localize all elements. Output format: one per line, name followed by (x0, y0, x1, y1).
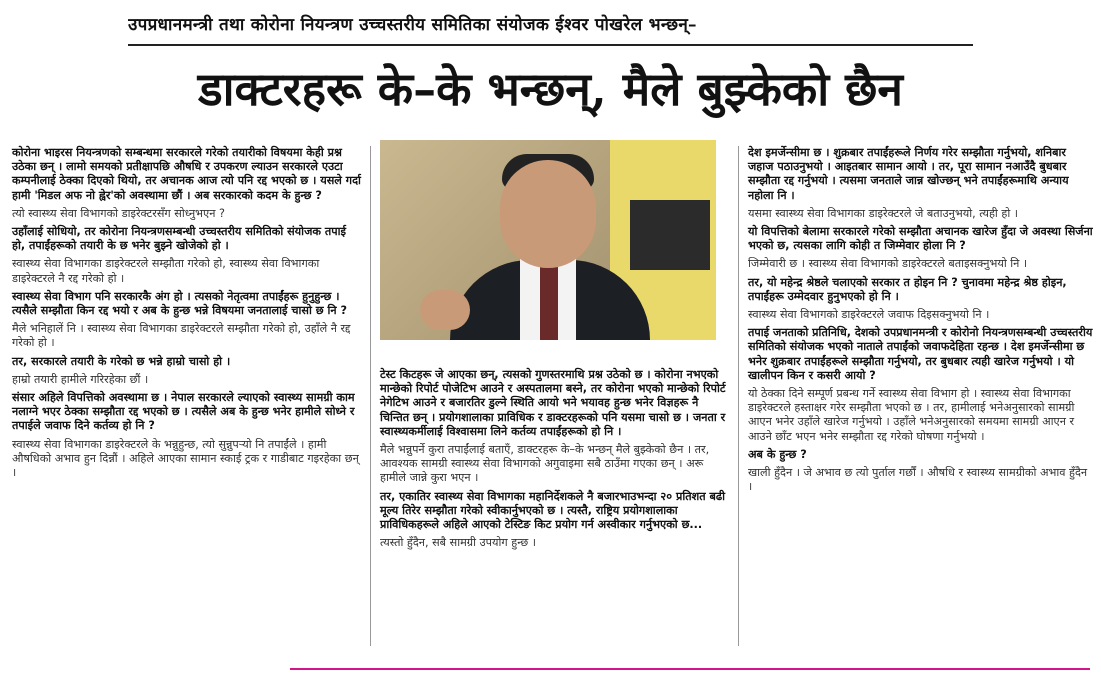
interview-answer: स्वास्थ्य सेवा विभागका डाइरेक्टरले के भन्नुहुन्छ, त्यो सुन्नुपर्‍यो नि तपाईंले । हामी औषधिको अभाव हुन दिन्नौं । अहिले आएका सामान स्काई ट्रक र गाडीबाट गइरहेका छन् । (12, 437, 359, 480)
photo-background-monitor (630, 200, 710, 270)
column-divider (738, 146, 739, 646)
kicker-divider (128, 44, 973, 46)
interview-answer: यो ठेक्का दिने सम्पूर्ण प्रबन्ध गर्ने स्वास्थ्य सेवा विभाग हो । स्वास्थ्य सेवा विभागका डाइरेक्टरले हस्ताक्षर गरेर सम्झौता भएको छ । तर, हामीलाई भनेअनुसारको सामग्री आएन भनेर उहाँले खारेज गर्नुभयो । उहाँले भनेअनुसारको समयमा सामग्री आएन र आउने छाँट भएन भनेर सम्झौता रद्द गरेको घोषणा गर्नुभयो । (748, 387, 1075, 443)
interview-question: यो विपत्तिको बेलामा सरकारले गरेको सम्झौता अचानक खारेज हुँदा जे अवस्था सिर्जना भएको छ, त्यसका लागि कोही त जिम्मेवार होला नि ? (748, 225, 1093, 253)
interview-answer: जिम्मेवारी छ । स्वास्थ्य सेवा विभागको डाइरेक्टरले बताइसक्नुभयो नि । (748, 257, 1028, 271)
interview-answer: मैले भनिहालें नि । स्वास्थ्य सेवा विभागका डाइरेक्टरले सम्झौता गरेको हो, उहाँले नै रद्द गरेको हो । (12, 322, 351, 350)
column-divider (370, 146, 371, 646)
interview-answer: स्वास्थ्य सेवा विभागका डाइरेक्टरले सम्झौता गरेको हो, स्वास्थ्य सेवा विभागका डाइरेक्टरले नै रद्द गरेको हो । (12, 257, 320, 285)
bottom-accent-rule (290, 668, 1090, 670)
interview-question: तर, सरकारले तयारी के गरेको छ भन्ने हाम्रो चासो हो । (12, 354, 231, 368)
article-headline: डाक्टरहरू के–के भन्छन्, मैले बुझ्केको छैन (198, 62, 903, 116)
interview-question: उहाँलाई सोधियो, तर कोरोना नियन्त्रणसम्बन्धी उच्चस्तरीय समितिको संयोजक तपाई हो, तपाईंहरूको तयारी के छ भनेर बुझ्ने खोजेको हो । (12, 225, 346, 253)
interview-question: अब के हुन्छ ? (748, 447, 807, 461)
interview-question: तर, एकातिर स्वास्थ्य सेवा विभागका महानिर्देशकले नै बजारभाउभन्दा २० प्रतिशत बढी मूल्य तिरेर सम्झौता गरेको स्वीकार्नुभएको छ । त्यस्तै, राष्ट्रिय प्रयोगशालाका प्राविधिकहरूले अहिले आएको टेस्टिङ किट प्रयोग गर्न अस्वीकार गर्नुभएको छ... (380, 489, 726, 532)
interview-answer: स्वास्थ्य सेवा विभागको डाइरेक्टरले जवाफ दिइसक्नुभयो नि । (748, 308, 990, 322)
interview-answer: यसमा स्वास्थ्य सेवा विभागका डाइरेक्टरले जे बताउनुभयो, त्यही हो । (748, 206, 1019, 220)
article-column-3 (748, 146, 1093, 498)
article-column-1 (12, 146, 362, 484)
interview-question: संसार अहिले विपत्तिको अवस्थामा छ । नेपाल सरकारले ल्याएको स्वास्थ्य सामग्री काम नलाग्ने भएर ठेक्का सम्झौता रद्द भएको छ । त्यसैले अब के हुन्छ भनेर हामीले सोध्ने र तपाईले जवाफ दिने कर्तव्य हो नि ? (12, 391, 355, 433)
interviewee-photo (380, 140, 716, 340)
interview-question: तपाई जनताको प्रतिनिधि, देशको उपप्रधानमन्त्री र कोरोनो नियन्त्रणसम्बन्धी उच्चस्तरीय समितिको संयोजक भएको नाताले तपाईंको जवाफदेहिता रहन्छ । देश इमर्जेन्सीमा छ भनेर शुक्रबार तपाईंहरूले सम्झौता गर्नुभयो, तर बुधबार त्यही खारेज गर्नुभयो । यो खालीपन किन र कसरी आयो ? (748, 326, 1093, 382)
interview-answer: हाम्रो तयारी हामीले गरिरहेका छौं । (12, 372, 149, 386)
interview-question: देश इमर्जेन्सीमा छ । शुक्रबार तपाईंहरूले निर्णय गरेर सम्झौता गर्नुभयो, शनिबार जहाज पठाउनुभयो । आइतबार सामान आयो । तर, पूरा सामान नआउँदै बुधबार सम्झौता रद्द गर्नुभयो । त्यसमा जनताले जान्न खोज्छन् भने तपाईंहरूमाथि अन्याय नहोला नि । (748, 146, 1069, 202)
interview-question: कोरोना भाइरस नियन्त्रणको सम्बन्धमा सरकारले गरेको तयारीको विषयमा केही प्रश्न उठेका छन् । लामो समयको प्रतीक्षापछि औषधि र उपकरण ल्याउन सरकारले एउटा कम्पनीलाई ठेक्का दिएको थियो, तर अचानक आज त्यो पनि रद्द भएको छ । यसले गर्दा हामी 'मिडल अफ नो ह्वेर'को अवस्थामा छौं । अब सरकारको कदम के हुन्छ ? (12, 146, 361, 202)
interview-answer: खाली हुँदैन । जे अभाव छ त्यो पुर्ताल गर्छौं । औषधि र स्वास्थ्य सामग्रीको अभाव हुँदैन । (748, 466, 1088, 494)
article-kicker: उपप्रधानमन्त्री तथा कोरोना नियन्त्रण उच्चस्तरीय समितिका संयोजक ईश्वर पोखरेल भन्छन्– (128, 15, 697, 35)
interview-question: टेस्ट किटहरू जे आएका छन्, त्यसको गुणस्तरमाथि प्रश्न उठेको छ । कोरोना नभएको मान्छेको रिपोर्ट पोजेटिभ आउने र अस्पतालमा बस्ने, तर कोरोना भएको मान्छेको रिपोर्ट नेगेटिभ आउने र बजारतिर डुल्ने स्थिति आयो भने भयावह हुन्छ भनेर विज्ञहरू नै चिन्तित छन् । प्रयोगशालाका प्राविधिक र डाक्टरहरूको पनि यसमा चासो छ । जनता र स्वास्थ्यकर्मीलाई विश्वासमा लिने कर्तव्य तपाईंहरूको हो नि । (380, 368, 726, 438)
photo-tie (540, 265, 558, 340)
interview-answer: त्यस्तो हुँदैन, सबै सामग्री उपयोग हुन्छ । (380, 536, 537, 550)
interview-answer: त्यो स्वास्थ्य सेवा विभागको डाइरेक्टरसँग सोध्नुभएन ? (12, 206, 225, 220)
photo-hand (420, 290, 470, 330)
interview-question: स्वास्थ्य सेवा विभाग पनि सरकारकै अंग हो । त्यसको नेतृत्वमा तपाईंहरू हुनुहुन्छ । त्यसैले सम्झौता किन रद्द भयो र अब के हुन्छ भन्ने विषयमा जनतालाई चासो छ नि ? (12, 289, 348, 318)
interview-answer: मैले भन्नुपर्ने कुरा तपाईंलाई बताएँ, डाक्टरहरू के–के भन्छन् मैले बुझ्केको छैन । तर, आवश्यक सामग्री स्वास्थ्य सेवा विभागको अगुवाइमा सबै ठाउँमा गएका छन् । अरू हामीले जान्ने कुरा भएन । (380, 443, 710, 485)
photo-face (500, 160, 596, 268)
article-column-2 (380, 368, 730, 554)
interview-question: तर, यो महेन्द्र श्रेष्ठले चलाएको सरकार त होइन नि ? चुनावमा महेन्द्र श्रेष्ठ होइन, तपाईंहरू उम्मेदवार हुनुभएको हो नि । (748, 275, 1067, 303)
